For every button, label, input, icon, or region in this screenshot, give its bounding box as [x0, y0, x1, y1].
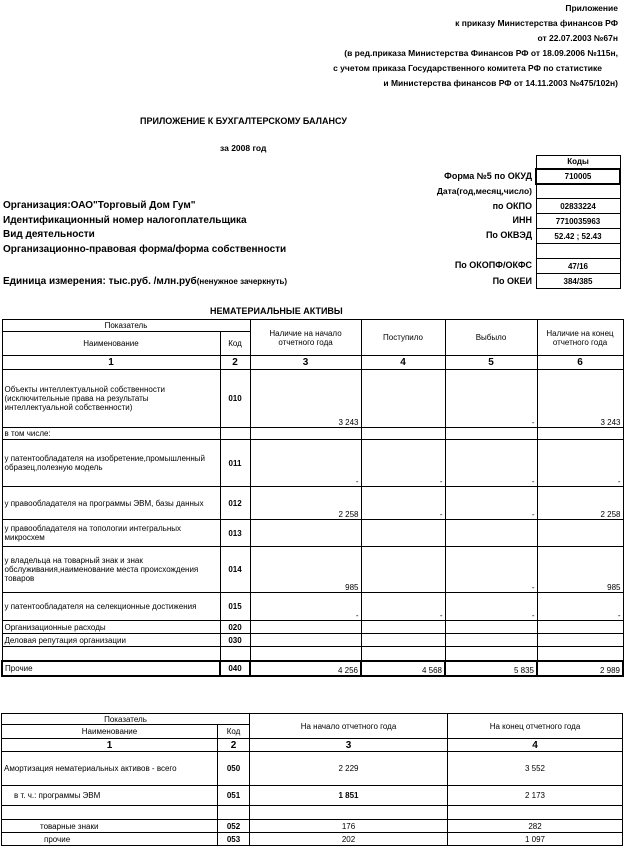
- code-okud: 710005: [536, 169, 620, 184]
- row-c4: [448, 806, 623, 820]
- legal-form-label: Организационно-правовая форма/форма собственности: [3, 244, 287, 255]
- row-c4: 2 173: [448, 786, 623, 806]
- t2-num-3: 3: [250, 739, 448, 752]
- t1-indicator: Показатель: [2, 320, 250, 332]
- t1-col5: Выбыло: [445, 320, 537, 356]
- row-c3: 2 229: [250, 752, 448, 786]
- codes-header: Коды: [536, 156, 620, 169]
- t1-num-2: 2: [220, 356, 250, 370]
- row-name: Объекты интеллектуальной собственности (исключительные права на результаты интеллектуальной собственности): [2, 370, 220, 428]
- table-row: [2, 634, 623, 647]
- period: за 2008 год: [220, 143, 267, 153]
- row-c3: -: [250, 440, 361, 487]
- row-name: у правообладателя на программы ЭВМ, базы данных: [2, 487, 220, 520]
- row-c4: [361, 647, 445, 661]
- organization: Организация:ОАО"Торговый Дом Гум": [3, 200, 196, 211]
- row-code: 051: [218, 786, 250, 806]
- table-row: [2, 661, 623, 676]
- code-label-okpo: по ОКПО: [492, 201, 532, 211]
- section-title: НЕМАТЕРИАЛЬНЫЕ АКТИВЫ: [210, 306, 343, 316]
- row-name: у владельца на товарный знак и знак обслуживания,наименование места происхождения товаров: [2, 547, 220, 593]
- row-c4: 1 097: [448, 833, 623, 846]
- row-c5: [445, 520, 537, 547]
- row-name: Прочие: [2, 661, 220, 676]
- table-row: [2, 647, 623, 661]
- t1-col4: Поступило: [361, 320, 445, 356]
- row-c5: [445, 647, 537, 661]
- row-code: 050: [218, 752, 250, 786]
- t2-col3: На начало отчетного года: [250, 714, 448, 739]
- row-c4: 4 568: [361, 661, 445, 676]
- row-c3: [250, 647, 361, 661]
- row-code: [220, 647, 250, 661]
- row-c3: -: [250, 593, 361, 621]
- header-line-3: от 22.07.2003 №67н: [537, 33, 618, 43]
- row-name: товарные знаки: [2, 820, 218, 833]
- row-c4: -: [361, 593, 445, 621]
- table-row: [2, 621, 623, 634]
- t2-name: Наименование: [2, 725, 218, 739]
- t1-code: Код: [220, 332, 250, 356]
- unit-main: Единица измерения: тыс.руб. /млн.руб: [3, 276, 197, 287]
- row-c4: [361, 520, 445, 547]
- row-code: 014: [220, 547, 250, 593]
- row-c5: -: [445, 440, 537, 487]
- row-c4: 282: [448, 820, 623, 833]
- code-inn: 7710035963: [536, 214, 620, 229]
- row-code: 011: [220, 440, 250, 487]
- row-code: 020: [220, 621, 250, 634]
- row-c5: [445, 428, 537, 440]
- row-c6: [537, 621, 623, 634]
- t1-num-5: 5: [445, 356, 537, 370]
- row-c6: 2 989: [537, 661, 623, 676]
- table-row: [2, 786, 623, 806]
- row-name: Деловая репутация организации: [2, 634, 220, 647]
- row-c3: 4 256: [250, 661, 361, 676]
- header-line-2: к приказу Министерства финансов РФ: [455, 18, 618, 28]
- header-line-1: Приложение: [565, 3, 618, 13]
- row-c5: [445, 621, 537, 634]
- codes-table: [535, 155, 621, 289]
- row-name: Амортизация нематериальных активов - всего: [2, 752, 218, 786]
- t1-num-1: 1: [2, 356, 220, 370]
- row-name: в т. ч.: программы ЭВМ: [2, 786, 218, 806]
- row-c6: -: [537, 440, 623, 487]
- t1-num-3: 3: [250, 356, 361, 370]
- table-row: [2, 806, 623, 820]
- row-code: 015: [220, 593, 250, 621]
- row-code: [220, 428, 250, 440]
- header-line-4: (в ред.приказа Министерства Финансов РФ от 18.09.2006 №115н,: [344, 48, 618, 58]
- activity-label: Вид деятельности: [3, 229, 95, 240]
- row-name: прочие: [2, 833, 218, 846]
- t2-col4: На конец отчетного года: [448, 714, 623, 739]
- row-c3: [250, 621, 361, 634]
- row-c3: [250, 520, 361, 547]
- row-c3: [250, 428, 361, 440]
- code-date: [536, 184, 620, 199]
- t2-num-2: 2: [218, 739, 250, 752]
- code-okei: 384/385: [536, 274, 620, 289]
- row-name: [2, 806, 218, 820]
- row-c6: [537, 428, 623, 440]
- row-c6: 985: [537, 547, 623, 593]
- table-row: [2, 752, 623, 786]
- table-row: [2, 593, 623, 621]
- row-c6: [537, 520, 623, 547]
- table-row: [2, 428, 623, 440]
- table-row: [2, 547, 623, 593]
- row-name: [2, 647, 220, 661]
- code-label-date: Дата(год,месяц,число): [436, 186, 532, 196]
- row-c3: [250, 634, 361, 647]
- t2-num-1: 1: [2, 739, 218, 752]
- row-c6: [537, 647, 623, 661]
- unit-note: (ненужное зачеркнуть): [196, 277, 288, 286]
- table-row: [2, 370, 623, 428]
- row-code: 052: [218, 820, 250, 833]
- code-okopf: 47/16: [536, 259, 620, 274]
- intangible-assets-table: [1, 319, 624, 677]
- code-okpo: 02833224: [536, 199, 620, 214]
- code-label-okved: По ОКВЭД: [485, 230, 532, 240]
- amortization-table: [1, 713, 623, 846]
- t1-num-6: 6: [537, 356, 623, 370]
- row-name: у патентообладателя на селекционные достижения: [2, 593, 220, 621]
- row-name: у правообладателя на топологии интегральных микросхем: [2, 520, 220, 547]
- table-row: [2, 440, 623, 487]
- t2-code: Код: [218, 725, 250, 739]
- row-code: 012: [220, 487, 250, 520]
- row-c5: -: [445, 487, 537, 520]
- t2-num-4: 4: [448, 739, 623, 752]
- row-c5: -: [445, 547, 537, 593]
- row-c5: -: [445, 370, 537, 428]
- unit-label: [3, 276, 287, 287]
- t1-num-4: 4: [361, 356, 445, 370]
- code-empty: [536, 244, 620, 259]
- t1-col3: Наличие на начало отчетного года: [250, 320, 361, 356]
- row-c3: 176: [250, 820, 448, 833]
- page-title: ПРИЛОЖЕНИЕ К БУХГАЛТЕРСКОМУ БАЛАНСУ: [140, 116, 347, 126]
- row-c4: [361, 428, 445, 440]
- row-c5: 5 835: [445, 661, 537, 676]
- row-c4: 3 552: [448, 752, 623, 786]
- row-code: 013: [220, 520, 250, 547]
- row-c3: 2 258: [250, 487, 361, 520]
- row-c6: [537, 634, 623, 647]
- row-c4: [361, 621, 445, 634]
- row-c3: 985: [250, 547, 361, 593]
- table-row: [2, 520, 623, 547]
- table-row: [2, 820, 623, 833]
- code-okved: 52.42 ; 52.43: [536, 229, 620, 244]
- row-c4: -: [361, 487, 445, 520]
- row-c3: 3 243: [250, 370, 361, 428]
- t1-name: Наименование: [2, 332, 220, 356]
- row-code: 053: [218, 833, 250, 846]
- code-label-inn: ИНН: [512, 215, 532, 225]
- row-c5: [445, 634, 537, 647]
- inn-label: Идентификационный номер налогоплательщика: [3, 215, 247, 226]
- row-name: в том числе:: [2, 428, 220, 440]
- row-c3: 202: [250, 833, 448, 846]
- header-line-5: с учетом приказа Государственного комитета РФ по статистике: [333, 63, 602, 73]
- table-row: [2, 833, 623, 846]
- row-code: 030: [220, 634, 250, 647]
- row-name: у патентообладателя на изобретение,промышленный образец,полезную модель: [2, 440, 220, 487]
- row-c3: 1 851: [250, 786, 448, 806]
- code-label-okopf: По ОКОПФ/ОКФС: [454, 260, 532, 270]
- header-line-6: и Министерства финансов РФ от 14.11.2003 №475/102н): [383, 78, 618, 88]
- row-c3: [250, 806, 448, 820]
- code-label-okud: Форма №5 по ОКУД: [444, 171, 532, 181]
- row-code: [218, 806, 250, 820]
- row-c4: -: [361, 440, 445, 487]
- row-c4: [361, 370, 445, 428]
- row-code: 010: [220, 370, 250, 428]
- code-label-okei: По ОКЕИ: [492, 276, 532, 286]
- row-code: 040: [220, 661, 250, 676]
- row-c4: [361, 634, 445, 647]
- row-c6: 2 258: [537, 487, 623, 520]
- row-name: Организационные расходы: [2, 621, 220, 634]
- row-c4: [361, 547, 445, 593]
- t1-col6: Наличие на конец отчетного года: [537, 320, 623, 356]
- row-c6: -: [537, 593, 623, 621]
- t2-indicator: Показатель: [2, 714, 250, 725]
- row-c5: -: [445, 593, 537, 621]
- table-row: [2, 487, 623, 520]
- row-c6: 3 243: [537, 370, 623, 428]
